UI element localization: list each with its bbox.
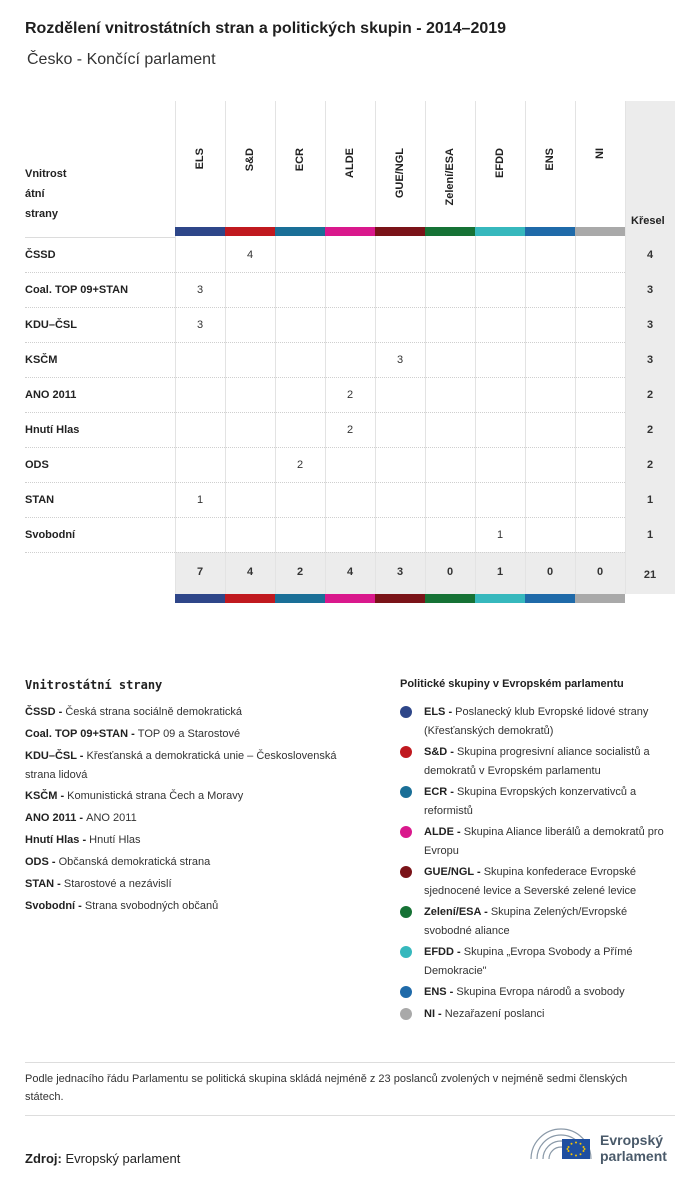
row-party-label: ANO 2011 <box>25 389 77 401</box>
divider-bottom <box>25 1115 675 1116</box>
row-value: 2 <box>296 459 304 471</box>
row-total: 2 <box>646 389 654 401</box>
legend-group-abbr: ELS - <box>424 706 456 718</box>
row-divider <box>25 517 625 518</box>
legend-group-dot <box>400 906 412 918</box>
group-header: Zelení/ESA <box>444 148 456 206</box>
group-color-bar <box>275 227 325 236</box>
legend-parties-title: Vnitrostátní strany <box>25 678 163 692</box>
row-party-label: STAN <box>25 494 55 506</box>
column-separator <box>225 101 226 594</box>
row-party-label: ČSSD <box>25 249 56 261</box>
group-header: ENS <box>544 148 556 171</box>
legend-group-abbr: ALDE - <box>424 826 464 838</box>
row-header-line: átní <box>25 188 45 200</box>
legend-party-abbr: ODS - <box>25 856 59 868</box>
row-total: 1 <box>646 529 654 541</box>
group-header: S&D <box>244 148 256 172</box>
header-line <box>25 237 175 238</box>
row-divider <box>25 552 625 553</box>
column-total: 3 <box>396 566 404 578</box>
row-party-label: Coal. TOP 09+STAN <box>25 284 129 296</box>
group-color-bar-bottom <box>325 594 375 603</box>
row-divider <box>25 307 625 308</box>
column-total: 7 <box>196 566 204 578</box>
legend-group-abbr: ENS - <box>424 986 457 998</box>
legend-group-name: Skupina Evropa národů a svobody <box>456 986 625 998</box>
group-header: GUE/NGL <box>394 148 406 199</box>
legend-party-name: Komunistická strana Čech a Moravy <box>67 790 244 802</box>
column-total: 4 <box>246 566 254 578</box>
footnote: Podle jednacího řádu Parlamentu se politická skupina skládá nejméně z 23 poslanců zvolených v nejméně sedmi členských státech. <box>25 1073 628 1103</box>
legend-group-dot <box>400 986 412 998</box>
legend-party-item <box>25 853 370 872</box>
legend-group-abbr: EFDD - <box>424 946 464 958</box>
grand-total: 21 <box>643 569 657 581</box>
row-header-line: Vnitrost <box>25 168 67 180</box>
column-total: 0 <box>596 566 604 578</box>
legend-group-name: Skupina Aliance liberálů a demokratů pro Evropu <box>424 826 664 857</box>
legend-party-name: Křesťanská a demokratická unie – Československá strana lidová <box>25 750 337 781</box>
group-header: ELS <box>194 148 206 170</box>
legend-group-dot <box>400 946 412 958</box>
group-color-bar-bottom <box>275 594 325 603</box>
group-header: EFDD <box>494 148 506 178</box>
group-color-bar <box>175 227 225 236</box>
group-color-bar <box>575 227 625 236</box>
column-separator <box>525 101 526 594</box>
group-color-bar-bottom <box>575 594 625 603</box>
row-party-label: Hnutí Hlas <box>25 424 80 436</box>
chart-subtitle: Česko - Končící parlament <box>27 51 216 68</box>
group-color-bar-bottom <box>225 594 275 603</box>
legend-party-item <box>25 747 370 785</box>
group-color-bar <box>325 227 375 236</box>
legend-party-abbr: KDU–ČSL - <box>25 750 87 762</box>
chart-title: Rozdělení vnitrostátních stran a politických skupin - 2014–2019 <box>25 20 507 37</box>
legend-party-abbr: ČSSD - <box>25 706 66 718</box>
parliament-hemicycle-icon <box>528 1125 594 1161</box>
group-header: ALDE <box>344 148 356 178</box>
legend-group-dot <box>400 706 412 718</box>
group-color-bar-bottom <box>175 594 225 603</box>
legend-party-item <box>25 897 370 916</box>
legend-party-name: Hnutí Hlas <box>89 834 141 846</box>
legend-group-item <box>424 783 676 821</box>
column-total: 4 <box>346 566 354 578</box>
source <box>25 1151 180 1166</box>
legend-group-dot <box>400 1008 412 1020</box>
legend-party-name: Česká strana sociálně demokratická <box>65 706 243 718</box>
legend-party-abbr: STAN - <box>25 878 64 890</box>
legend-party-abbr: Svobodní - <box>25 900 85 912</box>
row-value: 3 <box>196 319 204 331</box>
column-separator <box>625 101 626 594</box>
group-header: NI <box>594 148 606 159</box>
column-separator <box>325 101 326 594</box>
legend-group-item <box>424 943 676 981</box>
legend-party-item <box>25 875 370 894</box>
group-color-bar-bottom <box>475 594 525 603</box>
legend-group-abbr: Zelení/ESA - <box>424 906 491 918</box>
group-color-bar <box>525 227 575 236</box>
legend-party-item <box>25 703 370 722</box>
legend-group-name: Skupina progresivní aliance socialistů a demokratů v Evropském parlamentu <box>424 746 650 777</box>
legend-party-name: Starostové a nezávislí <box>63 878 172 890</box>
row-total: 1 <box>646 494 654 506</box>
divider-top <box>25 1062 675 1063</box>
row-divider <box>25 272 625 273</box>
group-color-bar <box>375 227 425 236</box>
row-divider <box>25 342 625 343</box>
legend-party-name: Strana svobodných občanů <box>84 900 219 912</box>
legend-group-item <box>424 823 676 861</box>
legend-group-item <box>424 903 676 941</box>
column-total: 0 <box>446 566 454 578</box>
legend-group-abbr: NI - <box>424 1008 445 1020</box>
row-value: 2 <box>346 389 354 401</box>
legend-groups-title: Politické skupiny v Evropském parlamentu <box>400 678 624 690</box>
legend-group-abbr: ECR - <box>424 786 457 798</box>
column-separator <box>375 101 376 594</box>
source-label: Zdroj: <box>25 1151 62 1166</box>
legend-group-item <box>424 743 676 781</box>
legend-group-item <box>424 983 676 1002</box>
source-value: Evropský parlament <box>65 1151 181 1166</box>
row-value: 3 <box>396 354 404 366</box>
legend-group-name: Skupina konfederace Evropské sjednocené levice a Severské zelené levice <box>424 866 637 897</box>
legend-group-name: Skupina Evropských konzervativců a reformistů <box>424 786 637 817</box>
row-total: 2 <box>646 424 654 436</box>
legend-group-name: Nezařazení poslanci <box>444 1008 545 1020</box>
legend-party-name: ANO 2011 <box>86 812 137 824</box>
legend-group-dot <box>400 786 412 798</box>
legend-party-item <box>25 725 370 744</box>
group-color-bar-bottom <box>375 594 425 603</box>
legend-group-abbr: GUE/NGL - <box>424 866 484 878</box>
row-value: 4 <box>246 249 254 261</box>
legend-party-abbr: Coal. TOP 09+STAN - <box>25 728 138 740</box>
legend-party-name: Občanská demokratická strana <box>58 856 211 868</box>
group-color-bar <box>475 227 525 236</box>
row-divider <box>25 482 625 483</box>
row-value: 3 <box>196 284 204 296</box>
row-value: 1 <box>196 494 204 506</box>
row-total: 3 <box>646 284 654 296</box>
row-total: 4 <box>646 249 654 261</box>
legend-party-item <box>25 787 370 806</box>
legend-group-item <box>424 703 676 741</box>
row-value: 2 <box>346 424 354 436</box>
row-party-label: Svobodní <box>25 529 76 541</box>
legend-group-dot <box>400 826 412 838</box>
column-separator <box>275 101 276 594</box>
legend-group-dot <box>400 866 412 878</box>
row-divider <box>25 412 625 413</box>
legend-party-abbr: ANO 2011 - <box>25 812 87 824</box>
row-value: 1 <box>496 529 504 541</box>
row-party-label: ODS <box>25 459 49 471</box>
logo-text <box>600 1132 667 1164</box>
row-total: 3 <box>646 354 654 366</box>
logo-line-1: Evropský <box>600 1132 664 1148</box>
legend-group-dot <box>400 746 412 758</box>
row-party-label: KSČM <box>25 354 58 366</box>
column-total: 1 <box>496 566 504 578</box>
row-total: 2 <box>646 459 654 471</box>
group-color-bar <box>225 227 275 236</box>
column-separator <box>175 101 176 594</box>
row-divider <box>25 447 625 448</box>
row-header-line: strany <box>25 208 59 220</box>
column-separator <box>475 101 476 594</box>
logo-line-2: parlament <box>600 1148 667 1164</box>
legend-party-item <box>25 831 370 850</box>
legend-group-item <box>424 1005 676 1024</box>
legend-group-name: Poslanecký klub Evropské lidové strany (Křesťanských demokratů) <box>424 706 649 737</box>
row-divider <box>25 377 625 378</box>
group-header: ECR <box>294 148 306 172</box>
total-column-bg <box>625 101 675 594</box>
column-separator <box>575 101 576 594</box>
column-separator <box>425 101 426 594</box>
legend-group-item <box>424 863 676 901</box>
legend-party-item <box>25 809 370 828</box>
legend-group-abbr: S&D - <box>424 746 457 758</box>
group-color-bar-bottom <box>425 594 475 603</box>
legend-party-abbr: Hnutí Hlas - <box>25 834 90 846</box>
group-color-bar <box>425 227 475 236</box>
column-total: 0 <box>546 566 554 578</box>
total-header: Křesel <box>631 215 665 227</box>
column-total: 2 <box>296 566 304 578</box>
legend-party-abbr: KSČM - <box>25 790 68 802</box>
row-party-label: KDU–ČSL <box>25 319 77 331</box>
group-color-bar-bottom <box>525 594 575 603</box>
legend-group-name: Skupina Zelených/Evropské svobodné aliance <box>424 906 628 937</box>
legend-group-name: Skupina „Evropa Svobody a Přímé Demokracie" <box>424 946 633 977</box>
legend-party-name: TOP 09 a Starostové <box>137 728 241 740</box>
row-total: 3 <box>646 319 654 331</box>
